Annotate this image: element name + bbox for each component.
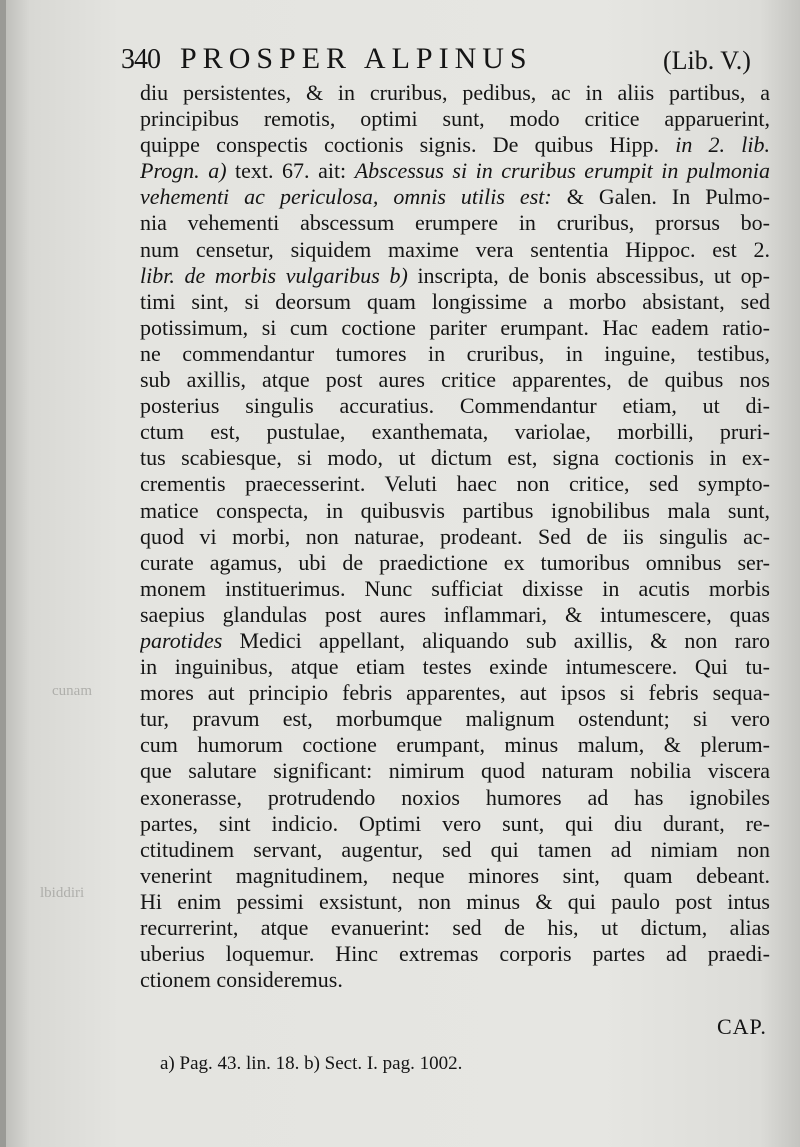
text-line [140, 289, 770, 315]
text-line [140, 550, 770, 576]
text-line [140, 576, 770, 602]
text-line [140, 654, 770, 680]
text-run: principibus remotis, optimi sunt, modo critice apparuerint, [140, 106, 770, 132]
page-gutter-shadow [0, 0, 6, 1147]
text-line [140, 837, 770, 863]
text-line [140, 367, 770, 393]
text-run: venerint magnitudinem, neque minores sint, quam debeant. [140, 862, 770, 888]
text-run: posterius singulis accuratius. Commendantur etiam, ut di- [140, 393, 770, 419]
text-run: potissimum, si cum coctione pariter erumpant. Hac eadem ratio- [140, 314, 770, 340]
text-line [140, 106, 770, 132]
text-run: & Galen. In Pulmo- [566, 184, 770, 210]
text-run: mores aut principio febris apparentes, aut ipsos si febris sequa- [140, 680, 770, 706]
text-line [140, 915, 770, 941]
text-run: vehementi ac periculosa, omnis utilis est: [140, 184, 567, 210]
text-line [140, 393, 770, 419]
text-run: ctitudinem servant, augentur, sed qui tamen ad nimiam non [140, 836, 770, 862]
running-title: PROSPER ALPINUS [180, 42, 533, 75]
text-line [140, 863, 770, 889]
text-run: ctionem consideremus. [140, 967, 343, 993]
footnotes: a) Pag. 43. lin. 18. b) Sect. I. pag. 1002. [160, 1053, 463, 1074]
text-line [140, 471, 770, 497]
book-reference: (Lib. V.) [663, 46, 751, 75]
text-run: in 2. lib. [675, 132, 770, 158]
text-run: que salutare significant: nimirum quod naturam nobilia viscera [140, 758, 770, 784]
text-line [140, 811, 770, 837]
catchword: CAP. [717, 1014, 767, 1039]
text-run: monem instituerimus. Nunc sufficiat dixisse in acutis morbis [140, 575, 770, 601]
page-number: 340 [121, 44, 160, 75]
text-run: Abscessus si in cruribus erumpit in pulmonia [354, 158, 770, 184]
text-line [140, 80, 770, 106]
text-line [140, 680, 770, 706]
text-line [140, 941, 770, 967]
text-line [140, 732, 770, 758]
text-run: quippe conspectis coctionis signis. De quibus Hipp. [140, 132, 676, 158]
show-through-text: cunam [52, 683, 92, 699]
text-line [140, 445, 770, 471]
text-run: Medici appellant, aliquando sub axillis, & non raro [239, 627, 770, 653]
show-through-text: lbiddiri [40, 885, 85, 901]
text-line [140, 419, 770, 445]
text-line [140, 889, 770, 915]
text-run: Progn. a) [140, 158, 236, 184]
text-run: Hi enim pessimi exsistunt, non minus & qui paulo post intus [140, 888, 770, 914]
text-line [140, 498, 770, 524]
main-text-block [140, 80, 770, 993]
text-line [140, 315, 770, 341]
text-line [140, 785, 770, 811]
text-line [140, 341, 770, 367]
text-line [140, 602, 770, 628]
text-run: quod vi morbi, non naturae, prodeant. Sed de iis singulis ac- [140, 523, 770, 549]
text-run: text. 67. ait: [235, 158, 355, 184]
text-run: nia vehementi abscessum erumpere in cruribus, prorsus bo- [140, 210, 770, 236]
text-line [140, 628, 770, 654]
text-run: sub axillis, atque post aures critice apparentes, de quibus nos [140, 367, 770, 393]
text-line [140, 706, 770, 732]
text-run: num censetur, siquidem maxime vera sententia Hippoc. est 2. [140, 236, 770, 262]
text-line [140, 758, 770, 784]
text-run: inscripta, de bonis abscessibus, ut op- [417, 262, 770, 288]
text-run: ne commendantur tumores in cruribus, in inguine, testibus, [140, 340, 770, 366]
text-run: crementis praecesserint. Veluti haec non critice, sed sympto- [140, 471, 770, 497]
running-header [118, 40, 778, 80]
text-line [140, 132, 770, 158]
text-run: exonerasse, protrudendo noxios humores ad has ignobiles [140, 784, 770, 810]
text-run: uberius loquemur. Hinc extremas corporis partes ad praedi- [140, 941, 770, 967]
text-run: libr. de morbis vulgaribus b) [140, 262, 418, 288]
text-run: tus scabiesque, si modo, ut dictum est, signa coctionis in ex- [140, 445, 770, 471]
text-line [140, 524, 770, 550]
text-line [140, 967, 770, 993]
text-run: partes, sint indicio. Optimi vero sunt, qui diu durant, re- [140, 810, 770, 836]
text-line [140, 263, 770, 289]
text-run: tur, pravum est, morbumque malignum ostendunt; si vero [140, 706, 770, 732]
text-line [140, 237, 770, 263]
text-run: saepius glandulas post aures inflammari, & intumescere, quas [140, 601, 770, 627]
text-line [140, 184, 770, 210]
text-run: diu persistentes, & in cruribus, pedibus, ac in aliis partibus, a [140, 80, 770, 105]
text-line [140, 210, 770, 236]
text-run: recurrerint, atque evanuerint: sed de his, ut dictum, alias [140, 915, 770, 940]
text-line [140, 158, 770, 184]
text-run: curate agamus, ubi de praedictione ex tumoribus omnibus ser- [140, 549, 770, 575]
text-run: matice conspecta, in quibusvis partibus ignobilibus mala sunt, [140, 497, 770, 523]
text-run: cum humorum coctione erumpant, minus malum, & plerum- [140, 732, 770, 758]
text-run: ctum est, pustulae, exanthemata, variolae, morbilli, pruri- [140, 419, 770, 445]
text-run: parotides [140, 627, 240, 653]
text-run: in inguinibus, atque etiam testes exinde intumescere. Qui tu- [140, 654, 770, 680]
text-run: timi sint, si deorsum quam longissime a morbo absistant, sed [140, 288, 770, 314]
